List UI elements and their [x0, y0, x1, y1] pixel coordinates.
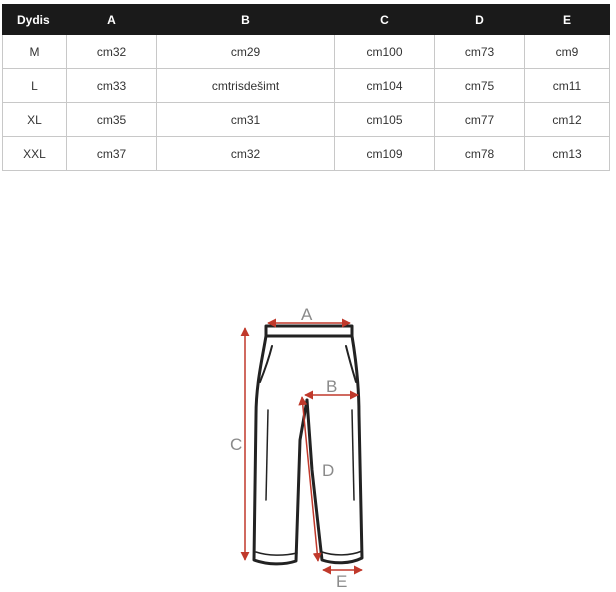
header-size: Dydis — [3, 5, 67, 35]
label-e: E — [336, 572, 348, 590]
pants-measurement-diagram — [200, 295, 400, 590]
table-cell: cm11 — [525, 69, 610, 103]
header-b: B — [157, 5, 335, 35]
header-e: E — [525, 5, 610, 35]
label-c: C — [230, 435, 243, 454]
table-cell: cm104 — [335, 69, 435, 103]
header-d: D — [435, 5, 525, 35]
table-row — [3, 69, 610, 103]
table-cell: XL — [3, 103, 67, 137]
label-d: D — [322, 461, 335, 480]
table-row — [3, 137, 610, 171]
right-crease-line — [352, 410, 354, 500]
table-cell: L — [3, 69, 67, 103]
left-leg-outline — [254, 336, 307, 564]
table-cell: cm13 — [525, 137, 610, 171]
table-cell: cm100 — [335, 35, 435, 69]
label-a: A — [301, 305, 313, 324]
table-cell: cm105 — [335, 103, 435, 137]
table-cell: cmtrisdešimt — [157, 69, 335, 103]
right-hem-line — [322, 551, 362, 555]
table-cell: cm109 — [335, 137, 435, 171]
table-cell: cm77 — [435, 103, 525, 137]
table-cell: cm31 — [157, 103, 335, 137]
table-cell: cm32 — [157, 137, 335, 171]
table-cell: XXL — [3, 137, 67, 171]
header-c: C — [335, 5, 435, 35]
table-cell: M — [3, 35, 67, 69]
table-cell: cm29 — [157, 35, 335, 69]
table-cell: cm9 — [525, 35, 610, 69]
pants-outline — [254, 326, 362, 564]
table-cell: cm12 — [525, 103, 610, 137]
table-row — [3, 103, 610, 137]
header-a: A — [67, 5, 157, 35]
table-cell: cm32 — [67, 35, 157, 69]
size-chart-table — [2, 4, 610, 171]
table-row — [3, 35, 610, 69]
table-cell: cm37 — [67, 137, 157, 171]
table-cell: cm35 — [67, 103, 157, 137]
left-crease-line — [266, 410, 268, 500]
waistband-outline — [266, 326, 352, 336]
table-header-row — [3, 5, 610, 35]
table-cell: cm78 — [435, 137, 525, 171]
table-cell: cm73 — [435, 35, 525, 69]
left-hem-line — [256, 552, 297, 555]
table-cell: cm75 — [435, 69, 525, 103]
label-b: B — [326, 377, 338, 396]
table-cell: cm33 — [67, 69, 157, 103]
